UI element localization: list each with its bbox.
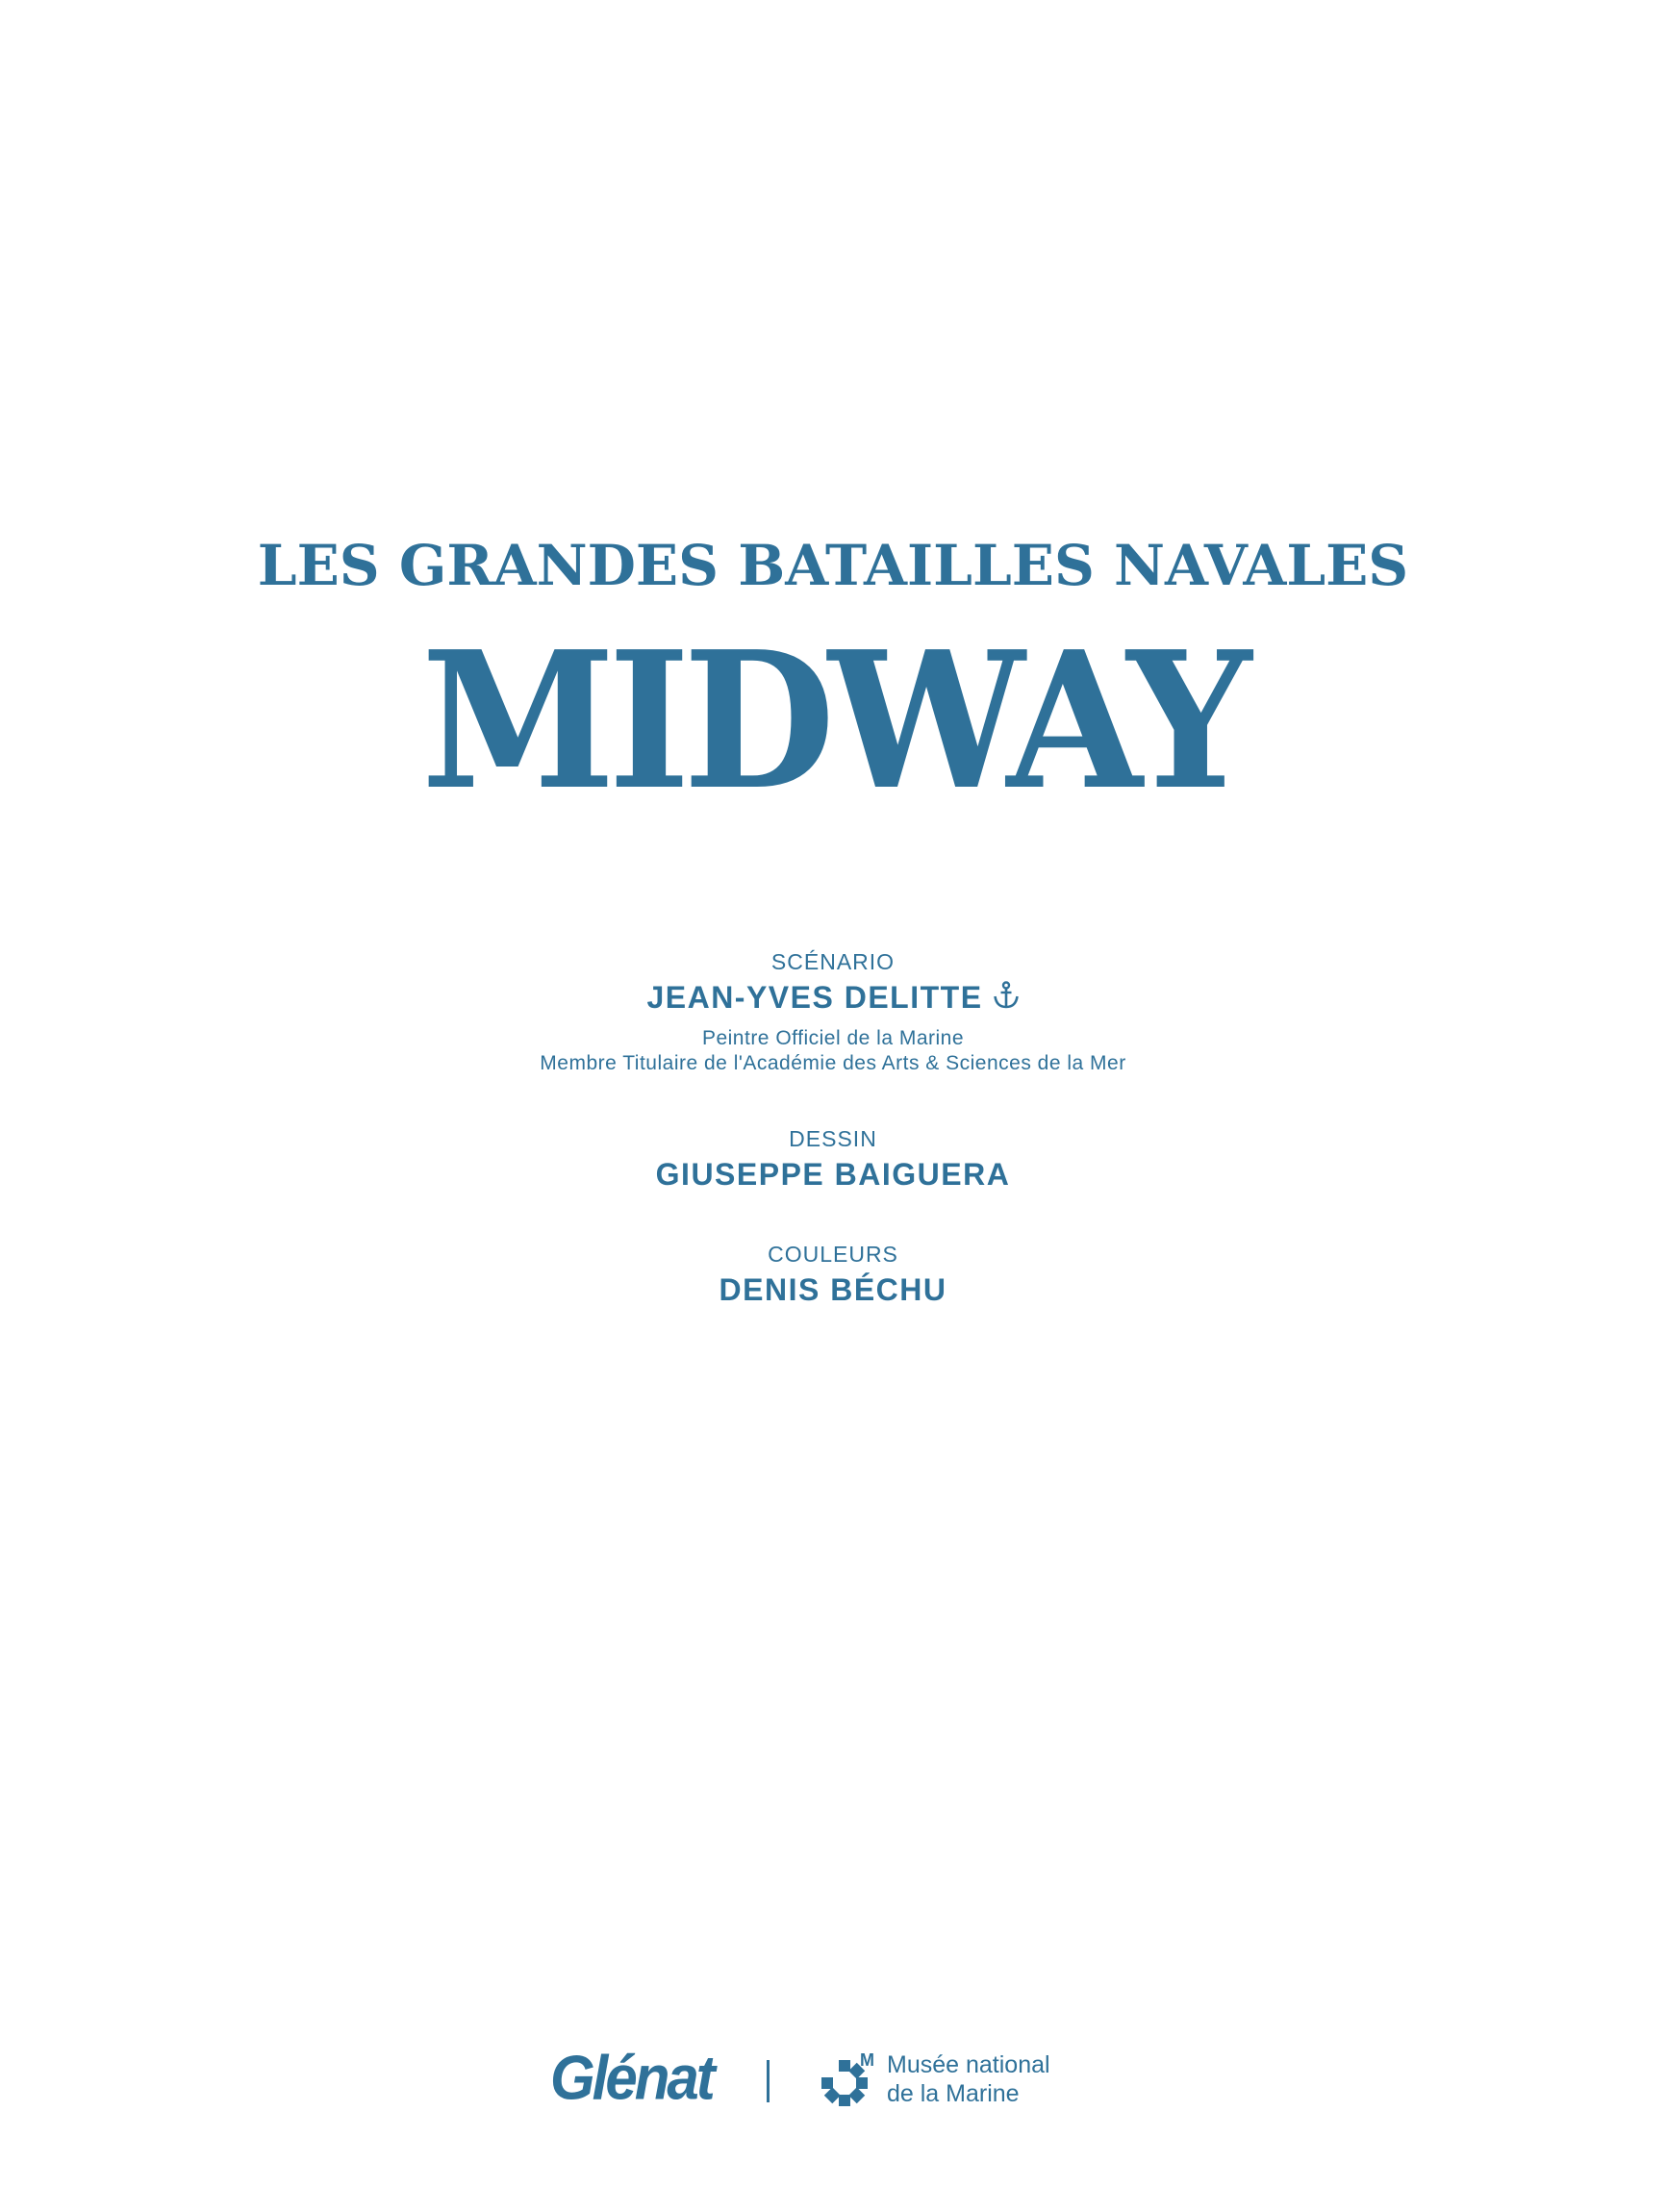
- anchor-icon: [993, 978, 1020, 1020]
- museum-logo-letter: M: [860, 2050, 874, 2070]
- museum-star-logo: [816, 2047, 879, 2110]
- credit-couleurs: [0, 1240, 1666, 1311]
- credit-role: DESSIN: [789, 1126, 877, 1151]
- credit-note: Peintre Officiel de la Marine: [701, 1027, 965, 1049]
- credit-role: SCÉNARIO: [770, 949, 896, 974]
- credit-name: DENIS BÉCHU: [719, 1272, 947, 1307]
- museum-name-line1: Musée national: [887, 2051, 1050, 2078]
- credit-scenario: [0, 947, 1666, 1076]
- credit-name: GIUSEPPE BAIGUERA: [655, 1157, 1011, 1192]
- credit-name: [0, 976, 1666, 1020]
- glenat-logo: Glénat: [550, 2043, 713, 2113]
- publisher-footer: [0, 2039, 1666, 2125]
- footer-divider: [767, 2060, 770, 2102]
- museum-name-line2: de la Marine: [887, 2080, 1020, 2107]
- credit-name-text: JEAN-YVES DELITTE: [646, 980, 983, 1015]
- book-title: MIDWAY: [420, 611, 1245, 832]
- series-title: LES GRANDES BATAILLES NAVALES: [257, 533, 1409, 598]
- credit-note: Membre Titulaire de l'Académie des Arts & Sciences de la Mer: [540, 1052, 1126, 1074]
- museum-name: [887, 2050, 1050, 2108]
- credit-dessin: [0, 1124, 1666, 1195]
- credit-role: COULEURS: [768, 1242, 898, 1267]
